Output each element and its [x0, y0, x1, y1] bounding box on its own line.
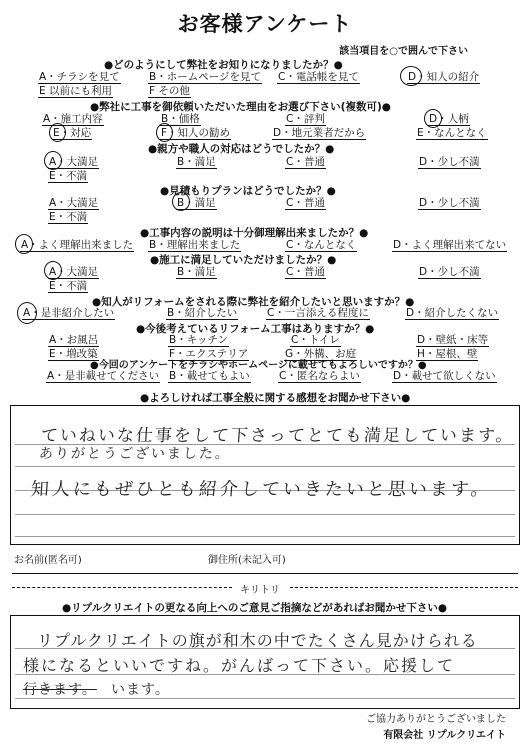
q6-option-c[interactable]: C・普通 — [286, 266, 325, 278]
feedback-line-2: 様になるといいですね。がんばって下さい。応援して — [23, 656, 456, 675]
address-label: 御住所(未記入可) — [208, 555, 286, 566]
q3-option-e[interactable]: E・不満 — [49, 170, 88, 182]
q1-option-f[interactable]: F その他 — [149, 85, 190, 97]
q4-option-e[interactable]: E・不満 — [49, 211, 88, 223]
feedback-question: ●リプルクリエイトの更なる向上へのご意見ご指摘などがあればお聞かせ下さい● — [62, 602, 447, 614]
q1-option-d[interactable]: D・知人の紹介 — [408, 71, 480, 83]
q1-question: ●どのようにして弊社をお知りになりましたか？● — [104, 59, 343, 71]
q8-option-b[interactable]: B・キッチン — [169, 334, 228, 346]
q2-option-h[interactable]: E・なんとなく — [417, 127, 487, 139]
q7-option-c[interactable]: C・一言添える程度に — [267, 307, 369, 319]
q7-question: ●知人がリフォームをされる際に弊社を紹介したいと思いますか？● — [92, 296, 415, 308]
impression-line-3: 知人にもぜひとも紹介していきたいと思います。 — [30, 479, 493, 500]
q5-option-b[interactable]: B・理解出来ました — [149, 239, 241, 251]
q6-option-a[interactable]: A・大満足 — [49, 266, 99, 278]
impressions-question: ●よろしければ工事全般に関する感想をお聞かせ下さい● — [140, 392, 411, 404]
company-name: 有限会社 リプルクリエイト — [383, 730, 506, 741]
q4-option-a[interactable]: A・大満足 — [49, 197, 99, 209]
cut-line-left — [12, 587, 232, 588]
q2-option-g[interactable]: D・地元業者だから — [273, 127, 366, 139]
thanks-text: ご協力ありがとうございました — [366, 714, 506, 725]
name-label: お名前(匿名可) — [14, 555, 82, 566]
q2-option-b[interactable]: B・価格 — [161, 113, 200, 125]
q7-option-a[interactable]: A・是非紹介したい — [23, 307, 115, 319]
q3-option-b[interactable]: B・満足 — [177, 156, 216, 168]
q6-question: ●施工に満足していただけましたか？● — [150, 254, 337, 266]
feedback-box[interactable] — [10, 615, 520, 709]
q4-option-b[interactable]: B・満足 — [177, 197, 216, 209]
q2-option-a[interactable]: A・施工内容 — [43, 113, 103, 125]
impression-line-2: ありがとうございました。 — [38, 446, 232, 462]
name-address-line — [12, 573, 518, 574]
survey-title: お客様アンケート — [177, 12, 353, 36]
q7-option-d[interactable]: D・紹介したくない — [406, 307, 499, 319]
selection-circle — [424, 109, 442, 128]
q9-option-d[interactable]: D・載せて欲しくない — [393, 370, 496, 382]
q8-question: ●今後考えているリフォーム工事はありますか？● — [136, 323, 375, 335]
q8-option-h[interactable]: H・屋根、壁 — [417, 348, 478, 360]
selection-circle — [49, 123, 66, 142]
q5-option-a[interactable]: A・よく理解出来ました — [21, 239, 134, 251]
q3-option-d[interactable]: D・少し不満 — [419, 156, 480, 168]
q4-option-c[interactable]: C・普通 — [286, 197, 325, 209]
feedback-line-3: います。 — [111, 682, 170, 698]
q8-option-f[interactable]: F・エクステリア — [169, 348, 249, 360]
ruled-line — [15, 466, 515, 467]
q1-option-c[interactable]: C・電話帳を見て — [278, 71, 359, 83]
selection-circle — [17, 302, 37, 324]
q1-option-e[interactable]: E 以前にも利用 — [39, 85, 112, 97]
q2-question: ●弊社に工事を御依頼いただいた理由をお選び下さい(複数可)● — [90, 101, 391, 113]
q2-option-c[interactable]: C・評判 — [286, 113, 325, 125]
ruled-line — [15, 514, 515, 515]
q8-option-e[interactable]: E・増改築 — [49, 348, 98, 360]
q6-option-b[interactable]: B・満足 — [177, 266, 216, 278]
q6-option-d[interactable]: D・少し不満 — [419, 266, 480, 278]
q9-question: ●今回のアンケートをチラシやホームページに載せてもよろしいですか？● — [90, 360, 427, 371]
q5-option-c[interactable]: C・なんとなく — [286, 239, 357, 251]
q5-option-d[interactable]: D・よく理解出来てない — [393, 239, 507, 251]
impressions-box[interactable] — [10, 405, 520, 545]
q8-option-c[interactable]: C・トイレ — [291, 334, 340, 346]
q9-option-c[interactable]: C・匿名ならよい — [279, 370, 360, 382]
impression-line-1: ていねいな仕事をして下さってとても満足しています。 — [40, 426, 516, 446]
q3-option-c[interactable]: C・普通 — [286, 156, 325, 168]
selection-circle — [172, 192, 190, 211]
q9-option-b[interactable]: B・載せてもよい — [169, 370, 250, 382]
q2-option-f[interactable]: F・知人の勧め — [161, 127, 231, 139]
selection-circle — [44, 151, 62, 170]
q4-question: ●見積もりプランはどうでしたか？● — [160, 185, 336, 197]
q3-question: ●親方や職人の対応はどうでしたか？● — [148, 143, 335, 155]
q7-option-b[interactable]: B・紹介したい — [167, 307, 238, 319]
q9-option-a[interactable]: A・是非載せてください — [47, 370, 160, 382]
cut-line-right — [290, 587, 518, 588]
cut-label: キリトリ — [240, 585, 280, 596]
q8-option-a[interactable]: A・お風呂 — [49, 334, 99, 346]
feedback-line-1: リプルクリエイトの旗が和木の中でたくさん見かけられる — [37, 631, 478, 650]
q4-option-d[interactable]: D・少し不満 — [419, 197, 480, 209]
selection-circle — [15, 234, 33, 254]
q1-option-b[interactable]: B・ホームページを見て — [149, 71, 261, 83]
q2-option-d[interactable]: D・人柄 — [429, 113, 469, 125]
q2-option-e[interactable]: E・対応 — [53, 127, 92, 139]
feedback-struck-text: 行きます。 — [23, 682, 97, 698]
instruction-note: 該当項目を○で囲んで下さい — [339, 46, 468, 57]
q8-option-d[interactable]: D・壁紙・床等 — [417, 334, 489, 346]
selection-circle — [400, 66, 422, 86]
q1-option-a[interactable]: A・チラシを見て — [39, 71, 120, 83]
ruled-line — [15, 536, 515, 537]
q8-option-g[interactable]: G・外構、お庭 — [285, 348, 357, 360]
selection-circle — [44, 261, 62, 280]
q5-question: ●工事内容の説明は十分御理解出来ましたか？● — [140, 227, 369, 239]
q6-option-e[interactable]: E・不満 — [49, 280, 88, 292]
q3-option-a[interactable]: A・大満足 — [49, 156, 99, 168]
selection-circle — [156, 123, 173, 142]
